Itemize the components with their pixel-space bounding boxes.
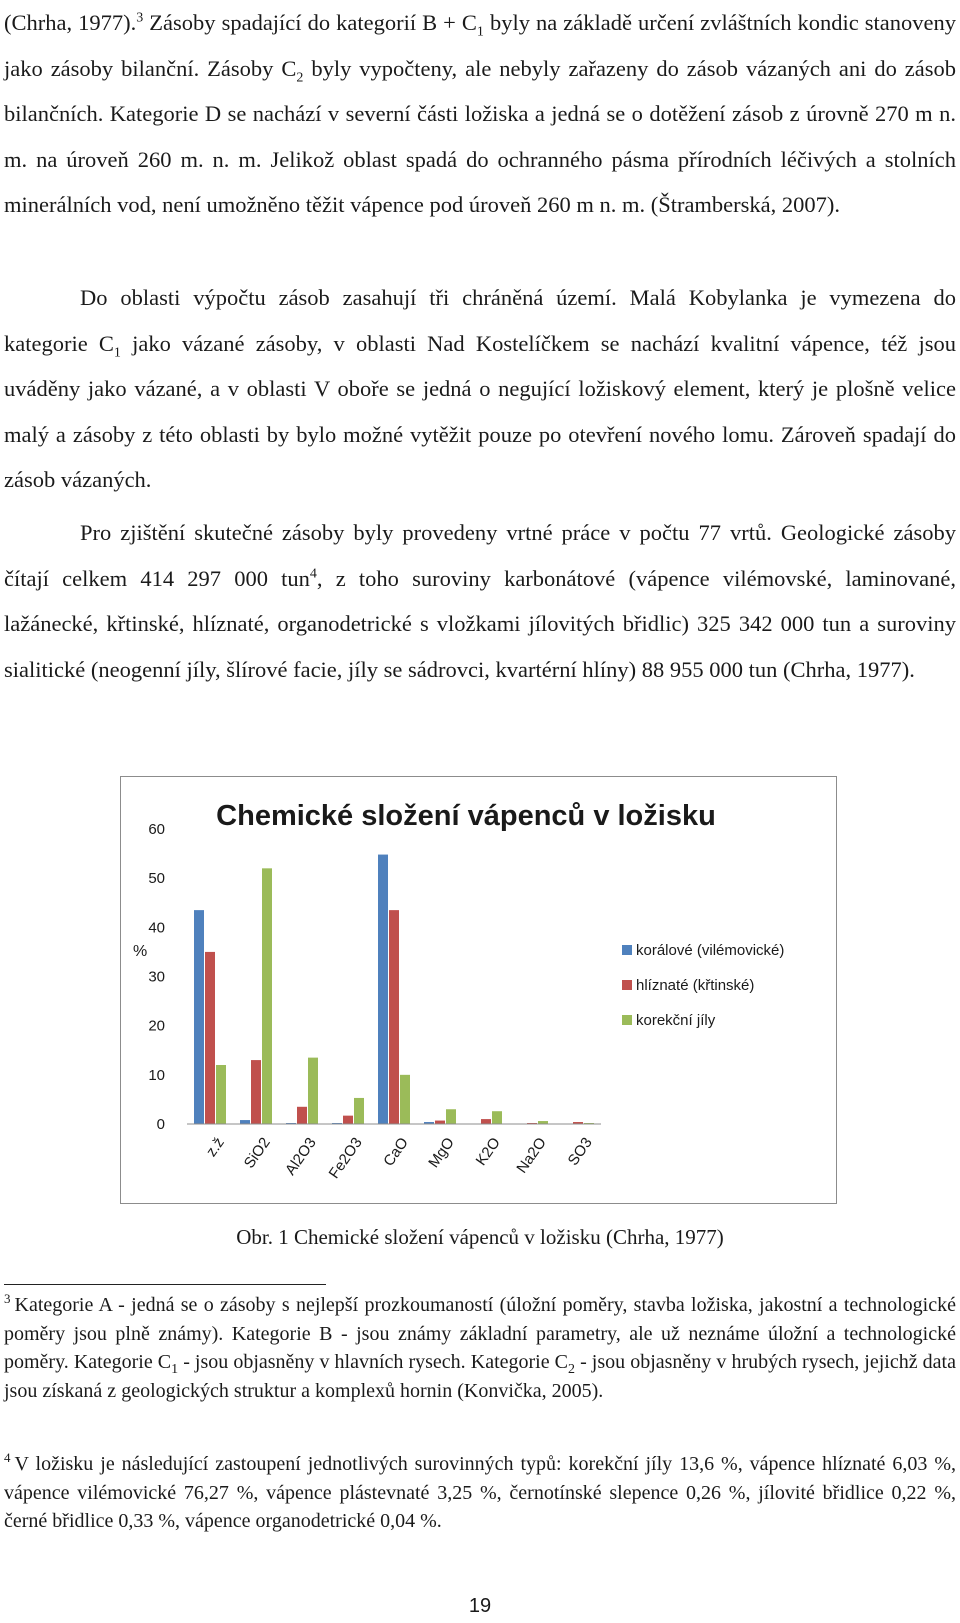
legend-swatch xyxy=(622,1015,632,1025)
x-tick-label: Na2O xyxy=(513,1134,550,1177)
y-tick-label: 10 xyxy=(148,1066,165,1084)
bar xyxy=(262,868,272,1124)
chart-title: Chemické složení vápenců v ložisku xyxy=(216,800,716,832)
footnote-separator xyxy=(4,1284,326,1285)
x-tick-label: Al2O3 xyxy=(281,1134,320,1179)
bar xyxy=(446,1109,456,1124)
footnote-ref-3[interactable]: 3 xyxy=(136,10,144,26)
subscript: 2 xyxy=(568,1362,576,1377)
text-run: Do oblasti výpočtu zásob zasahují tři chráněná území. Malá Kobylanka je vymezena do kategorie C xyxy=(4,285,956,356)
text-run: jako vázané zásoby, v oblasti Nad Kostelíčkem se nachází kvalitní vápence, též jsou uváděny jako vázané, a v oblasti V oboře se jedná o negující ložiskový element, který je plošně velice malý a zásoby z této oblasti by bylo možné vytěžit pouze po otevření nového lomu. Zároveň spadají do zásob vázaných. xyxy=(4,330,957,492)
x-tick-label: Fe2O3 xyxy=(325,1134,366,1182)
legend-label: korekční jíly xyxy=(636,1012,716,1029)
text-run: Kategorie A - jedná se o zásoby s nejlepší prozkoumaností (úložní poměry, stavba ložiska, jakostní a technologické poměry jsou plně známy). Kategorie B - jsou známy základní parametry, ale už neznáme úložní a technologické poměry. Kategorie C xyxy=(4,1294,956,1373)
bar xyxy=(205,952,215,1124)
bar xyxy=(389,910,399,1124)
x-tick-label: SiO2 xyxy=(240,1134,274,1172)
legend-swatch xyxy=(622,945,632,955)
paragraph-reserves-categories xyxy=(4,0,956,228)
footnote-ref-4[interactable]: 4 xyxy=(309,566,317,581)
bar xyxy=(481,1119,491,1124)
y-tick-label: 30 xyxy=(148,968,165,986)
footnote-number: 3 xyxy=(4,1291,11,1307)
text-run: , z toho suroviny karbonátové (vápence vilémovské, laminované, lažánecké, křtinské, hlíznaté, organodetrické s vložkami jílovitých břidlic) 325 342 000 tun a suroviny sialitické (neogenní jíly, šlírové facie, jíly se sádrovci, kvartérní hlíny) 88 955 000 tun (Chrha, 1977). xyxy=(4,565,956,682)
subscript: 1 xyxy=(113,345,121,360)
subscript: 1 xyxy=(476,24,484,40)
chart-figure xyxy=(120,776,837,1204)
bar xyxy=(297,1107,307,1124)
text-run: V ložisku je následující zastoupení jednotlivých surovinných typů: korekční jíly 13,6 %, vápence hlíznaté 6,03 %, vápence vilémovické 76,27 %, vápence plástevnaté 3,25 %, černotínské slepence 0,26 %, jílovité břidlice 0,22 %, černé břidlice 0,33 %, vápence organodetrické 0,04 %. xyxy=(4,1453,956,1532)
subscript: 1 xyxy=(171,1362,179,1377)
y-tick-label: 20 xyxy=(148,1017,165,1035)
text-run: byly na základě určení zvláštních kondic stanoveny jako zásoby bilanční. Zásoby C xyxy=(4,10,956,81)
bar xyxy=(378,855,388,1124)
bar xyxy=(308,1058,318,1124)
text-run: - jsou objasněny v hrubých rysech, jejichž data jsou získaná z geologických struktur a komplexů hornin (Konvička, 2005). xyxy=(4,1351,956,1402)
bar xyxy=(194,910,204,1124)
bar xyxy=(354,1098,364,1124)
y-tick-label: 0 xyxy=(156,1116,165,1133)
paragraph-geological-reserves xyxy=(4,510,956,692)
bar xyxy=(251,1060,261,1124)
subscript: 2 xyxy=(296,70,304,85)
legend-label: hlíznaté (křtinské) xyxy=(636,977,755,994)
footnote-4 xyxy=(4,1450,956,1536)
bar xyxy=(435,1121,445,1124)
footnote-number: 4 xyxy=(4,1450,11,1466)
bar xyxy=(240,1120,250,1124)
figure-caption: Obr. 1 Chemické složení vápenců v ložisku (Chrha, 1977) xyxy=(236,1225,724,1249)
y-tick-label: 40 xyxy=(148,919,165,937)
x-tick-label: SO3 xyxy=(564,1134,596,1169)
bar xyxy=(216,1065,226,1124)
text-run: byly vypočteny, ale nebyly zařazeny do zásob vázaných ani do zásob bilančních. Kategorie D se nachází v severní části ložiska a jedná se o dotěžení zásob z úrovně 270 m n. m. na úroveň 260 m. n. m. Jelikož oblast spadá do ochranného pásma přírodních léčivých a stolních minerálních vod, není umožněno těžit vápence pod úroveň 260 m n. m. (Štramberská, 2007). xyxy=(4,55,956,217)
text-run: Zásoby spadající do kategorií B + C xyxy=(143,10,477,35)
x-tick-label: CaO xyxy=(380,1134,412,1170)
footnote-3 xyxy=(4,1291,956,1405)
x-tick-label: MgO xyxy=(425,1134,458,1171)
text-run: - jsou objasněny v hlavních rysech. Kategorie C xyxy=(178,1351,569,1373)
text-run: (Chrha, 1977). xyxy=(4,10,137,35)
chemical-composition-chart xyxy=(121,777,838,1205)
legend-label: korálové (vilémovické) xyxy=(636,942,785,959)
bar xyxy=(400,1075,410,1124)
paragraph-protected-areas xyxy=(4,275,956,503)
legend-swatch xyxy=(622,980,632,990)
y-tick-label: 50 xyxy=(148,870,165,888)
bar xyxy=(492,1111,502,1124)
x-tick-label: K2O xyxy=(472,1134,504,1169)
y-tick-label: 60 xyxy=(148,821,165,838)
x-tick-label: z.ž xyxy=(202,1134,228,1160)
page-number: 19 xyxy=(468,1595,492,1617)
text-run: Pro zjištění skutečné zásoby byly provedeny vrtné práce v počtu 77 vrtů. Geologické zásoby čítají celkem 414 297 000 tun xyxy=(4,520,956,591)
bar xyxy=(343,1116,353,1124)
y-axis-label: % xyxy=(133,943,148,960)
